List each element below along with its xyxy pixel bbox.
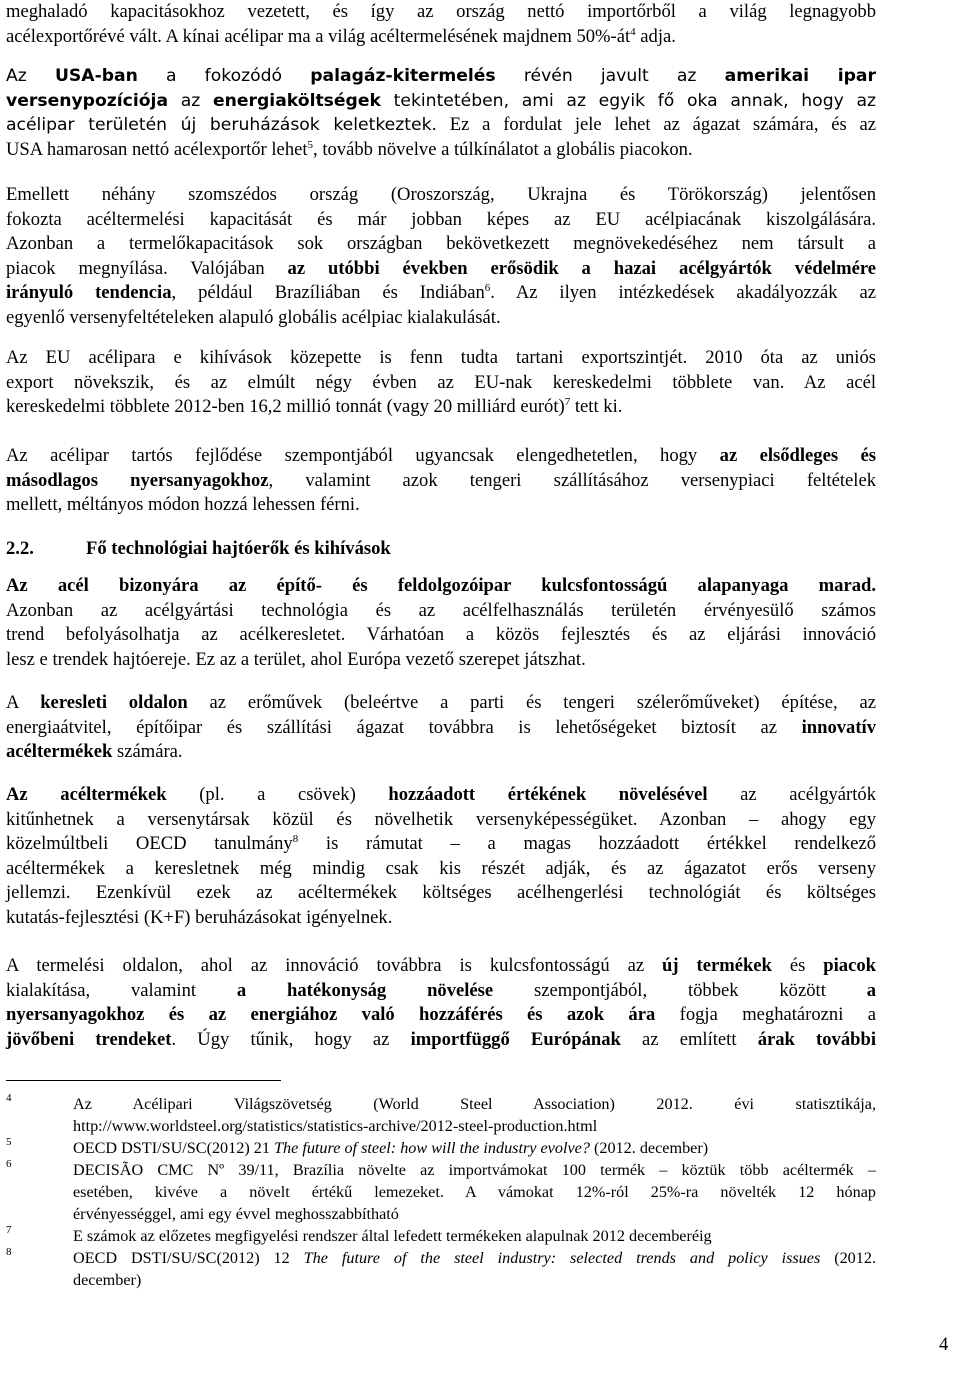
footnote-text: OECD DSTI/SU/SC(2012) 21 The future of steel: how will the industry evolve? (2012. december) [73, 1139, 709, 1157]
footnote-link[interactable]: http://www.worldsteel.org/statistics/statistics-archive/2012-steel-production.html [73, 1117, 598, 1135]
text-line: piacok megnyílása. Valójában az utóbbi években erősödik a hazai acélgyártók védelmére [6, 257, 876, 279]
paragraph-1 [6, 0, 876, 49]
text-line: nyersanyagokhoz és az energiához való hozzáférés és azok ára fogja meghatározni a [6, 1004, 876, 1025]
footnote-ref[interactable]: 8 [292, 833, 299, 845]
footnote-divider [6, 1080, 281, 1081]
text-line: kutatás-fejlesztési (K+F) beruházásokat igényelnek. [6, 906, 393, 928]
footnote-ref[interactable]: 4 [630, 25, 636, 38]
footnote-text: DECISÃO CMC Nº 39/11, Brazília növelte az importvámokat 100 termék – köztük több acéltermék – esetében, kivéve a növelt értékű lemezeket. A vámokat 12%-ról 25%-ra növelték 12 hónap érvényességgel, ami egy évvel meghosszabbítható [73, 1161, 876, 1223]
text-line: A termelési oldalon, ahol az innováció továbbra is kulcsfontosságú az új termékek és piacok [6, 955, 876, 976]
section-title: Fő technológiai hajtóerők és kihívások [86, 538, 391, 559]
text-line: Emellett néhány szomszédos ország (Oroszország, Ukrajna és Törökország) jelentősen [6, 184, 876, 205]
text-line: fokozta acéltermelési kapacitását és már jobban képes az EU acélpiacának kiszolgálására. [6, 208, 876, 230]
text-line: Az USA-ban a fokozódó palagáz-kitermelés révén javult az amerikai ipar [6, 66, 876, 86]
text-line: lesz e trendek hajtóereje. Ez az a terület, ahol Európa vezető szerepet játszhat. [6, 648, 586, 670]
text-line: egyenlő versenyfeltételeken alapuló globális acélpiac kialakulását. [6, 306, 501, 328]
text-line: acélexportőrévé vált. A kínai acélipar ma a világ acéltermelésének majdnem $50\%-át^4$ adja. [6, 25, 676, 47]
footnote-mark: 5 [6, 1136, 12, 1148]
text-line: A keresleti oldalon az erőművek (beleértve a parti és tengeri szélerőműveket) építése, az [6, 692, 876, 713]
text-line: jellemzi. Ezenkívül ezek az acéltermékek költséges acélhengerlési technológiát és költséges [6, 882, 876, 903]
footnote-mark: 6 [6, 1158, 12, 1170]
text-line: Az acél bizonyára az építő- és feldolgozóipar kulcsfontosságú alapanyaga marad. [6, 575, 876, 596]
paragraph-2 [6, 64, 876, 162]
footnote-mark: 4 [6, 1092, 12, 1104]
footnote-ref[interactable]: 5 [307, 138, 314, 151]
text-line: mellett, méltányos módon hozzá lehessen férni. [6, 494, 360, 515]
text-line: Az EU acélipara e kihívások közepette is fenn tudta tartani exportszintjét. 2010 óta az uniós [6, 347, 876, 368]
footnote-ref[interactable]: 7 [564, 396, 571, 408]
text-line: USA hamarosan nettó acélexportőr lehet$^5$, tovább növelve a túlkínálatot a globális piacokon. [6, 138, 693, 160]
text-line: acéltermékek számára. [6, 741, 183, 762]
paragraph-7 [6, 691, 876, 765]
text-line: Azonban a termelőkapacitások sok országban bekövetkezett megnövekedéséhez nem társult a [6, 233, 876, 254]
paragraph-3 [6, 183, 876, 330]
footnote-mark: 7 [6, 1224, 12, 1236]
section-number: 2.2. [6, 538, 34, 559]
text-line: Az acéltermékek (pl. a csövek) hozzáadott értékének növelésével az acélgyártók [6, 784, 876, 805]
page-number: 4 [939, 1334, 949, 1355]
text-line: meghaladó kapacitásokhoz vezetett, és így az ország nettó importőrből a világ legnagyobb [6, 1, 876, 22]
text-line: acélipar területén új beruházások keletkeztek. Ez a fordulat jele lehet az ágazat számára, és az [6, 114, 877, 135]
footnote-mark: 8 [6, 1246, 12, 1258]
text-line: jövőbeni trendeket. Úgy tűnik, hogy az importfüggő Európának az említett árak további [6, 1028, 876, 1050]
text-line: kialakítása, valamint a hatékonyság növelése szempontjából, többek között a [6, 979, 876, 1001]
text-line: trend befolyásolhatja az acélkeresletet. Várhatóan a közös fejlesztés és az eljárási innováció [6, 624, 876, 645]
text-line: energiaátvitel, építőipar és szállítási ágazat továbbra is lehetőségeket biztosít az innovatív [6, 716, 876, 738]
text-line: közelmúltbeli OECD tanulmány$^8$ is rámutat – a magas hozzáadott értékkel rendelkező [6, 833, 876, 854]
paragraph-6 [6, 574, 876, 672]
text-line: másodlagos nyersanyagokhoz, valamint azok tengeri szállításához versenypiaci feltételek [6, 469, 876, 491]
footnote-text: OECD DSTI/SU/SC(2012) 12 The future of the steel industry: selected trends and policy issues (2012. december) [73, 1249, 877, 1289]
paragraph-5 [6, 444, 876, 518]
text-line: acéltermékek a keresletnek még mindig csak kis részét adják, és az ágazatot erős verseny [6, 857, 876, 879]
text-line: Azonban az acélgyártási technológia és az acélfelhasználás területén érvényesülő számos [6, 599, 876, 621]
text-line: irányuló tendencia, például Brazíliában és Indiában$^6$. Az ilyen intézkedések akadályozzák az [6, 282, 877, 303]
paragraph-9 [6, 954, 876, 1052]
text-line: kereskedelmi többlete 2012-ben 16,2 millió tonnát (vagy 20 milliárd eurót)$^7$ tett ki. [6, 396, 623, 417]
paragraph-4 [6, 346, 876, 420]
paragraph-8 [6, 783, 876, 930]
text-line: versenypozíciója az energiaköltségek tekintetében, ami az egyik fő oka annak, hogy az [6, 90, 876, 111]
footnote-text: E számok az előzetes megfigyelési rendszer által lefedett termékeken alapulnak 2012 decemberéig [73, 1227, 712, 1245]
text-line: export növekszik, és az elmúlt négy évben az EU-nak kereskedelmi többlete van. Az acél [6, 371, 876, 393]
footnote-text: Az Acélipari Világszövetség (World Steel Association) 2012. évi statisztikája, http://www.worldsteel.org/statistics/statistics-archive/2012-steel-production.html [73, 1095, 876, 1135]
text-line: Az acélipar tartós fejlődése szempontjából ugyancsak elengedhetetlen, hogy az elsődleges és [6, 445, 876, 466]
section-heading [6, 537, 391, 562]
text-line: kitűnhetnek a versenytársak közül és növelhetik versenyképességüket. Azonban – ahogy egy [6, 808, 876, 830]
footnote-ref[interactable]: 6 [484, 282, 491, 294]
